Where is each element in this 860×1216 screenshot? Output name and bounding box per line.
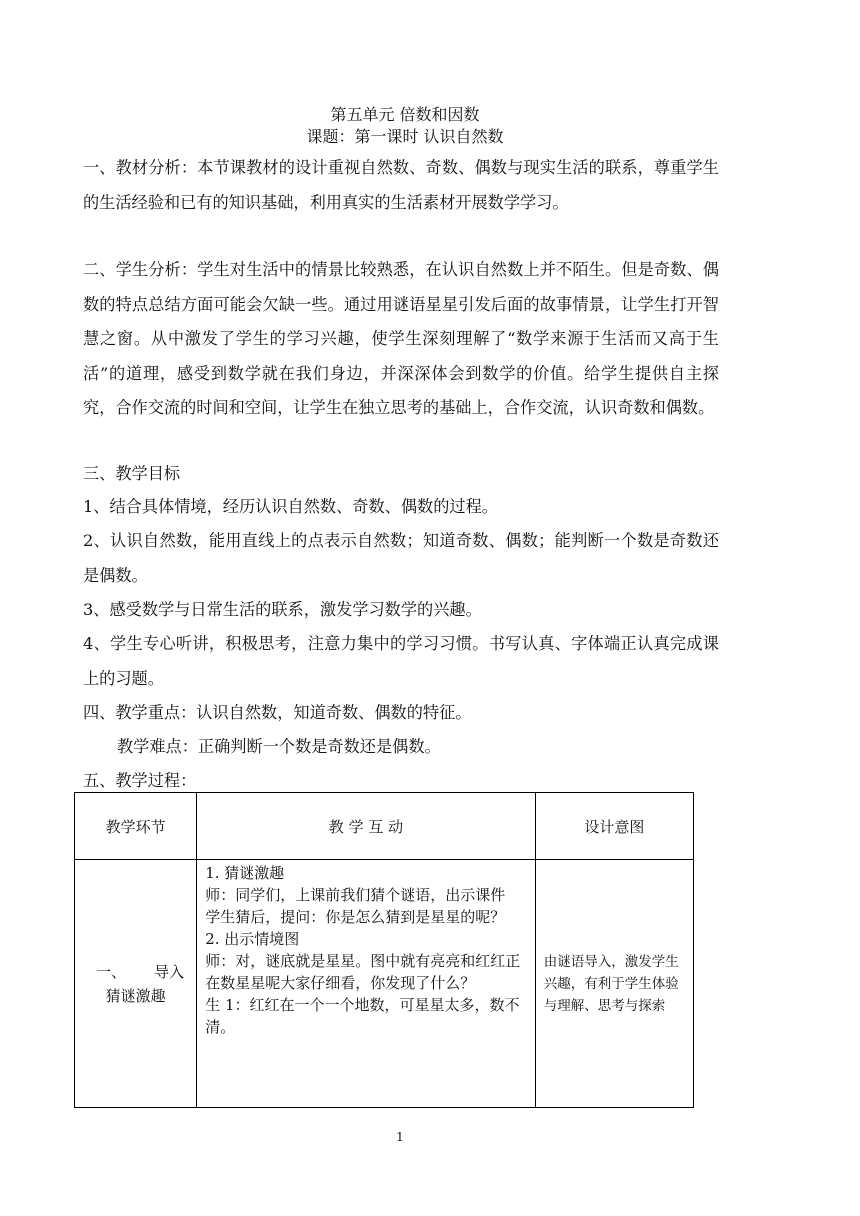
lesson-title: 课题：第一课时 认识自然数 [306, 127, 504, 146]
interaction-line: 学生猜后，提问：你是怎么猜到是星星的呢？ [205, 908, 506, 926]
intent-cell: 由谜语导入，激发学生兴趣，有利于学生体验与理解、思考与探索 [535, 860, 693, 1108]
interaction-line: 生 1：红红在一个一个地数，可星星太多，数不清。 [205, 996, 520, 1036]
header-stage: 教学环节 [75, 793, 197, 860]
table-row [75, 860, 694, 1108]
goal-item: 1、结合具体情境，经历认识自然数、奇数、偶数的过程。 [83, 497, 498, 516]
difficulty: 教学难点：正确判断一个数是奇数还是偶数。 [117, 737, 441, 756]
goal-item: 3、感受数学与日常生活的联系，激发学习数学的兴趣。 [83, 600, 482, 619]
interaction-cell [197, 860, 536, 1108]
header-interaction: 教 学 互 动 [197, 793, 536, 860]
material-analysis: 一、教材分析：本节课教材的设计重视自然数、奇数、偶数与现实生活的联系，尊重学生的生活经验和已有的知识基础，利用真实的生活素材开展数学学习。 [83, 158, 719, 212]
goals-heading: 三、教学目标 [83, 464, 181, 483]
interaction-line: 师：对，谜底就是星星。图中就有亮亮和红红正在数星星呢大家仔细看，你发现了什么？ [205, 952, 521, 992]
interaction-line: 师：同学们，上课前我们猜个谜语，出示课件 [205, 886, 506, 904]
stage-subtitle: 猜谜激趣 [105, 986, 166, 1005]
goal-item: 2、认识自然数，能用直线上的点表示自然数；知道奇数、偶数；能判断一个数是奇数还是偶数。 [83, 531, 719, 585]
key-point: 四、教学重点：认识自然数，知道奇数、偶数的特征。 [83, 703, 472, 722]
table-header-row [75, 793, 694, 860]
page-number: 1 [396, 1130, 404, 1144]
stage-label: 导入 [154, 962, 185, 981]
student-analysis: 二、学生分析：学生对生活中的情景比较熟悉，在认识自然数上并不陌生。但是奇数、偶数的特点总结方面可能会欠缺一些。通过用谜语星星引发后面的故事情景，让学生打开智慧之窗。从中激发了学生的学习兴趣，使学生深刻理解了“数学来源于生活而又高于生活”的道理，感受到数学就在我们身边，并深深体会到数学的价值。给学生提供自主探究，合作交流的时间和空间，让学生在独立思考的基础上，合作交流，认识奇数和偶数。 [83, 260, 719, 417]
process-heading: 五、教学过程： [83, 771, 197, 790]
header-intent: 设计意图 [535, 793, 693, 860]
stage-cell [75, 860, 197, 1108]
interaction-line: 2. 出示情境图 [205, 930, 300, 948]
stage-number: 一、 [96, 962, 127, 981]
unit-title: 第五单元 倍数和因数 [330, 105, 480, 124]
lesson-table [74, 792, 694, 1108]
interaction-line: 1. 猜谜激趣 [205, 864, 285, 882]
goal-item: 4、学生专心听讲，积极思考，注意力集中的学习习惯。书写认真、字体端正认真完成课上的习题。 [83, 634, 719, 688]
